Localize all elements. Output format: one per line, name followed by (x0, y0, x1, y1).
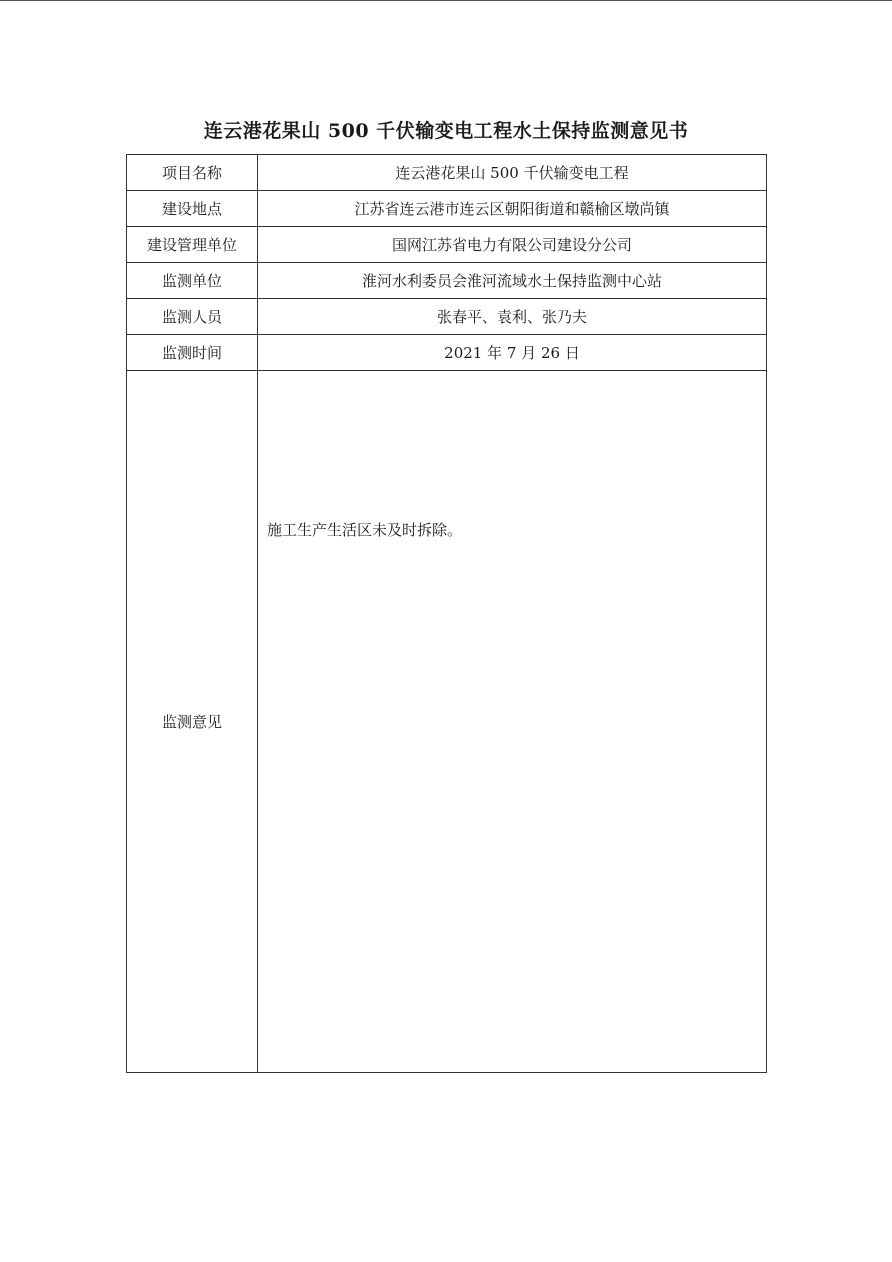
opinion-text: 施工生产生活区未及时拆除。 (267, 521, 463, 539)
document-title: 连云港花果山 500 千伏输变电工程水土保持监测意见书 (203, 120, 689, 142)
row-monitoring-staff (127, 299, 767, 335)
label-monitoring-staff: 监测人员 (127, 299, 258, 335)
label-monitoring-time: 监测时间 (127, 335, 258, 371)
opinion-body-cell (258, 371, 767, 1073)
value-project-name: 连云港花果山 500 千伏输变电工程 (258, 155, 767, 191)
row-monitoring-unit (127, 263, 767, 299)
label-monitoring-unit: 监测单位 (127, 263, 258, 299)
monitoring-opinion-form (126, 154, 767, 1073)
row-project-name (127, 155, 767, 191)
row-monitoring-opinion (127, 371, 767, 1073)
page-top-border (0, 0, 892, 1)
value-monitoring-time: 2021 年 7 月 26 日 (258, 335, 767, 371)
label-monitoring-opinion: 监测意见 (127, 371, 258, 1073)
label-project-name: 项目名称 (127, 155, 258, 191)
value-management-unit: 国网江苏省电力有限公司建设分公司 (258, 227, 767, 263)
row-monitoring-time (127, 335, 767, 371)
label-management-unit: 建设管理单位 (127, 227, 258, 263)
value-monitoring-unit: 淮河水利委员会淮河流域水土保持监测中心站 (258, 263, 767, 299)
row-management-unit (127, 227, 767, 263)
label-construction-site: 建设地点 (127, 191, 258, 227)
value-construction-site: 江苏省连云港市连云区朝阳街道和赣榆区墩尚镇 (258, 191, 767, 227)
row-construction-site (127, 191, 767, 227)
value-monitoring-staff: 张春平、袁利、张乃夫 (258, 299, 767, 335)
